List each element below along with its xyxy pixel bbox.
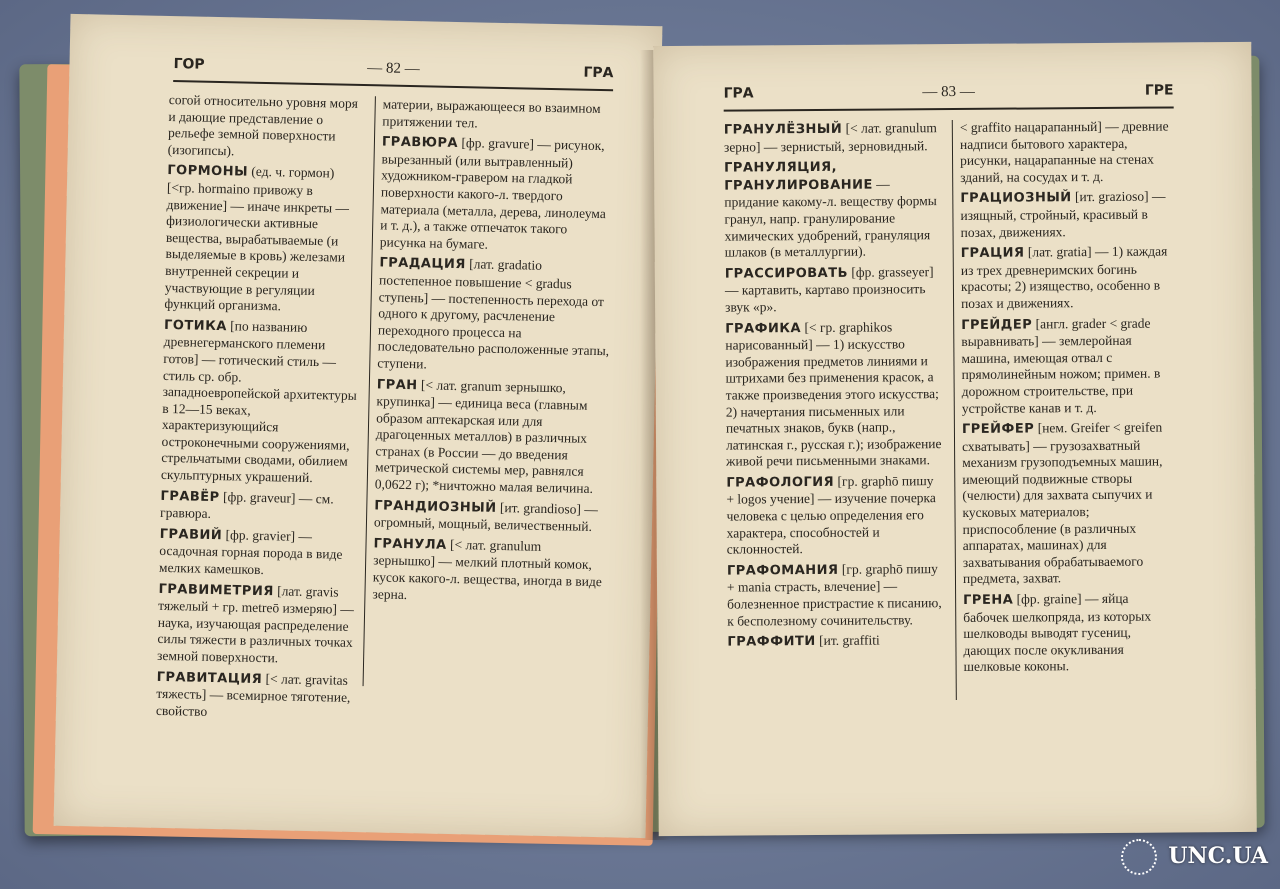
headword: ГРАВЁР xyxy=(160,488,220,505)
headword: ГРАФОМАНИЯ xyxy=(726,562,839,579)
left-page-number: — 82 — xyxy=(367,60,420,78)
entry: ГРАЦИОЗНЫЙ [ит. grazioso] — изящный, стройный, красивый в позах, движениях. xyxy=(960,188,1166,240)
right-column-divider xyxy=(952,120,957,700)
headword: ГОРМОНЫ xyxy=(167,163,249,181)
headword: ГРАВЮРА xyxy=(381,134,459,152)
entry: ГРАНУЛА [< лат. granulum зернышко] — мелкий плотный комок, кусок какого-л. вещества, иногда в виде зерна. xyxy=(372,536,602,602)
entry: ГРАВИМЕТРИЯ [лат. gravis тяжелый + гр. metreō измеряю] — наука, изучающая распределение силы тяжести в различных точках земной поверхности. xyxy=(156,581,354,666)
entry: ГРАН [< лат. granum зернышко, крупинка] — единица веса (главным образом аптекарская или для драгоценных металлов) в различных странах (в России — до введения метрической системы мер, равнялся 0,0622 г); *ничтожно малая величина. xyxy=(374,376,594,496)
headword: ГРАДАЦИЯ xyxy=(379,255,467,273)
right-header-right: ГРЕ xyxy=(1144,82,1174,99)
left-column-2 xyxy=(372,96,615,611)
entry: < graffito нацарапанный] — древние надписи бытового характера, рисунки, нацарапанные на стенах зданий, на сосудах и т. д. xyxy=(959,118,1169,185)
entry: ГРЕНА [фр. graine] — яйца бабочек шелкопряда, из которых шелководы выводят гусениц, дающих после окукливания шелковые коконы. xyxy=(963,590,1152,675)
entry: ГРАВЁР [фр. graveur] — см. гравюра. xyxy=(159,488,334,522)
entry: ГРАНУЛЯЦИЯ, ГРАНУЛИРОВАНИЕ — придание какому-л. веществу формы гранул, напр. гранулирование химических удобрений, грануляция шлаков (в металлургии). xyxy=(724,160,937,260)
right-header-left: ГРА xyxy=(723,85,754,102)
entry: ГРАНДИОЗНЫЙ [ит. grandioso] — огромный, мощный, величественный. xyxy=(373,498,599,535)
right-column-1 xyxy=(724,120,946,655)
headword: ГРАЦИОЗНЫЙ xyxy=(960,190,1072,207)
headword: ГРЕЙФЕР xyxy=(961,421,1035,438)
left-column-1 xyxy=(156,92,367,727)
entry: ГРАФФИТИ [ит. graffiti xyxy=(727,632,880,650)
headword: ГРАНУЛЯЦИЯ, ГРАНУЛИРОВАНИЕ xyxy=(724,160,873,194)
entry: ГРЕЙФЕР [нем. Greifer < greifen схватывать] — грузозахватный механизм грузоподъемных машин, имеющий подвижные створы (челюсти) для захвата сыпучих и кусковых материалов; приспособление (в различных аппаратах, машинах) для захватывания обрабатываемого предмета, захват. xyxy=(961,419,1163,587)
entry: ГРЕЙДЕР [англ. grader < grade выравнивать] — землеройная машина, имеющая отвал с прямолинейным ножом; примен. в дорожном строительстве, при устройстве канав и т. д. xyxy=(961,315,1161,416)
entry: ГРАВИТАЦИЯ [< лат. gravitas тяжесть] — всемирное тяготение, свойство xyxy=(155,669,351,719)
headword: ГРАНУЛЁЗНЫЙ xyxy=(723,121,843,138)
headword: ГРАФИКА xyxy=(725,320,802,337)
headword: ГРАВИЙ xyxy=(159,526,223,544)
left-header-right: ГРА xyxy=(583,64,614,82)
entry: ГРАЦИЯ [лат. gratia] — 1) каждая из трех древнеримских богинь красоты; 2) изящество, особенно в позах и движениях. xyxy=(960,243,1168,311)
entry: ГРАНУЛЁЗНЫЙ [< лат. granulum зерно] — зернистый, зерновидный. xyxy=(723,120,937,155)
headword: ГРАССИРОВАТЬ xyxy=(724,265,849,282)
headword: ГРАВИМЕТРИЯ xyxy=(158,581,274,599)
entry: ГРАДАЦИЯ [лат. gradatio постепенное повышение < gradus ступень] — постепенность перехода от одного к другому, расчленение переходного процесса на последовательно расположенные этапы, ступени. xyxy=(377,255,610,372)
headword: ГРЕНА xyxy=(963,592,1014,608)
right-page xyxy=(653,42,1257,836)
right-page-number: — 83 — xyxy=(922,83,975,101)
right-column-2 xyxy=(960,118,1178,679)
entry: ГРАФИКА [< гр. graphikos нарисованный] — 1) искусство изображения предметов линиями и штрихами без применения красок, а также произведения этого искусства; 2) начертания письменных или печатных знаков, букв (напр., латинская г., русская г.); изображение живой речи письменными знаками. xyxy=(725,318,942,469)
entry: ГОТИКА [по названию древнегерманского племени готов] — готический стиль — стиль ср. обр. западноевропейской архитектуры в 12—15 веках, характеризующийся остроконечными сооружениями, стрельчатыми сводами, обилием скульптурных украшений. xyxy=(160,317,357,486)
watermark-text: UNC.UA xyxy=(1168,843,1268,869)
right-header xyxy=(724,82,1174,109)
entry: ГРАВИЙ [фр. gravier] — осадочная горная порода в виде мелких камешков. xyxy=(158,526,343,578)
headword: ГОТИКА xyxy=(163,317,227,334)
entry: ГРАССИРОВАТЬ [фр. grasseyer] — картавить, картаво произносить звук «р». xyxy=(724,263,934,315)
entry: ГОРМОНЫ (ед. ч. гормон) [<гр. hormaino привожу в движение] — иначе инкреты — физиологически активные вещества, вырабатываемые (и выделяемые в кровь) железами внутренней секреции и участвующие в регуляции функций организма. xyxy=(164,163,350,314)
entry: материи, выражающееся во взаимном притяжении тел. xyxy=(382,96,601,131)
left-page xyxy=(54,14,663,838)
headword: ГРЕЙДЕР xyxy=(961,316,1033,333)
entry: ГРАФОМАНИЯ [гр. graphō пишу + mania страсть, влечение] — болезненное пристрастие к писанию, к бесполезному сочинительству. xyxy=(726,560,942,629)
headword: ГРАЦИЯ xyxy=(960,245,1025,262)
sun-logo-icon xyxy=(1121,839,1157,875)
headword: ГРАФОЛОГИЯ xyxy=(726,474,835,491)
headword: ГРАН xyxy=(376,376,418,393)
headword: ГРАНДИОЗНЫЙ xyxy=(374,498,497,516)
headword: ГРАНУЛА xyxy=(373,536,447,553)
watermark xyxy=(1121,839,1268,875)
entry: ГРАФОЛОГИЯ [гр. graphō пишу + logos учение] — изучение почерка человека с целью определения его характера, способностей и склонностей. xyxy=(726,473,936,557)
entry: согой относительно уровня моря и дающие представление о рельефе земной поверхности (изогипсы). xyxy=(167,91,359,159)
entry: ГРАВЮРА [фр. gravure] — рисунок, вырезанный (или вытравленный) художником-гравером на гладкой поверхности какого-л. твердого материала (металла, дерева, линолеума и т. д.), а также отпечаток такого рисунка на бумаге. xyxy=(379,134,606,252)
left-header-left: ГОР xyxy=(173,56,205,73)
headword: ГРАВИТАЦИЯ xyxy=(156,669,263,687)
headword: ГРАФФИТИ xyxy=(727,634,816,650)
